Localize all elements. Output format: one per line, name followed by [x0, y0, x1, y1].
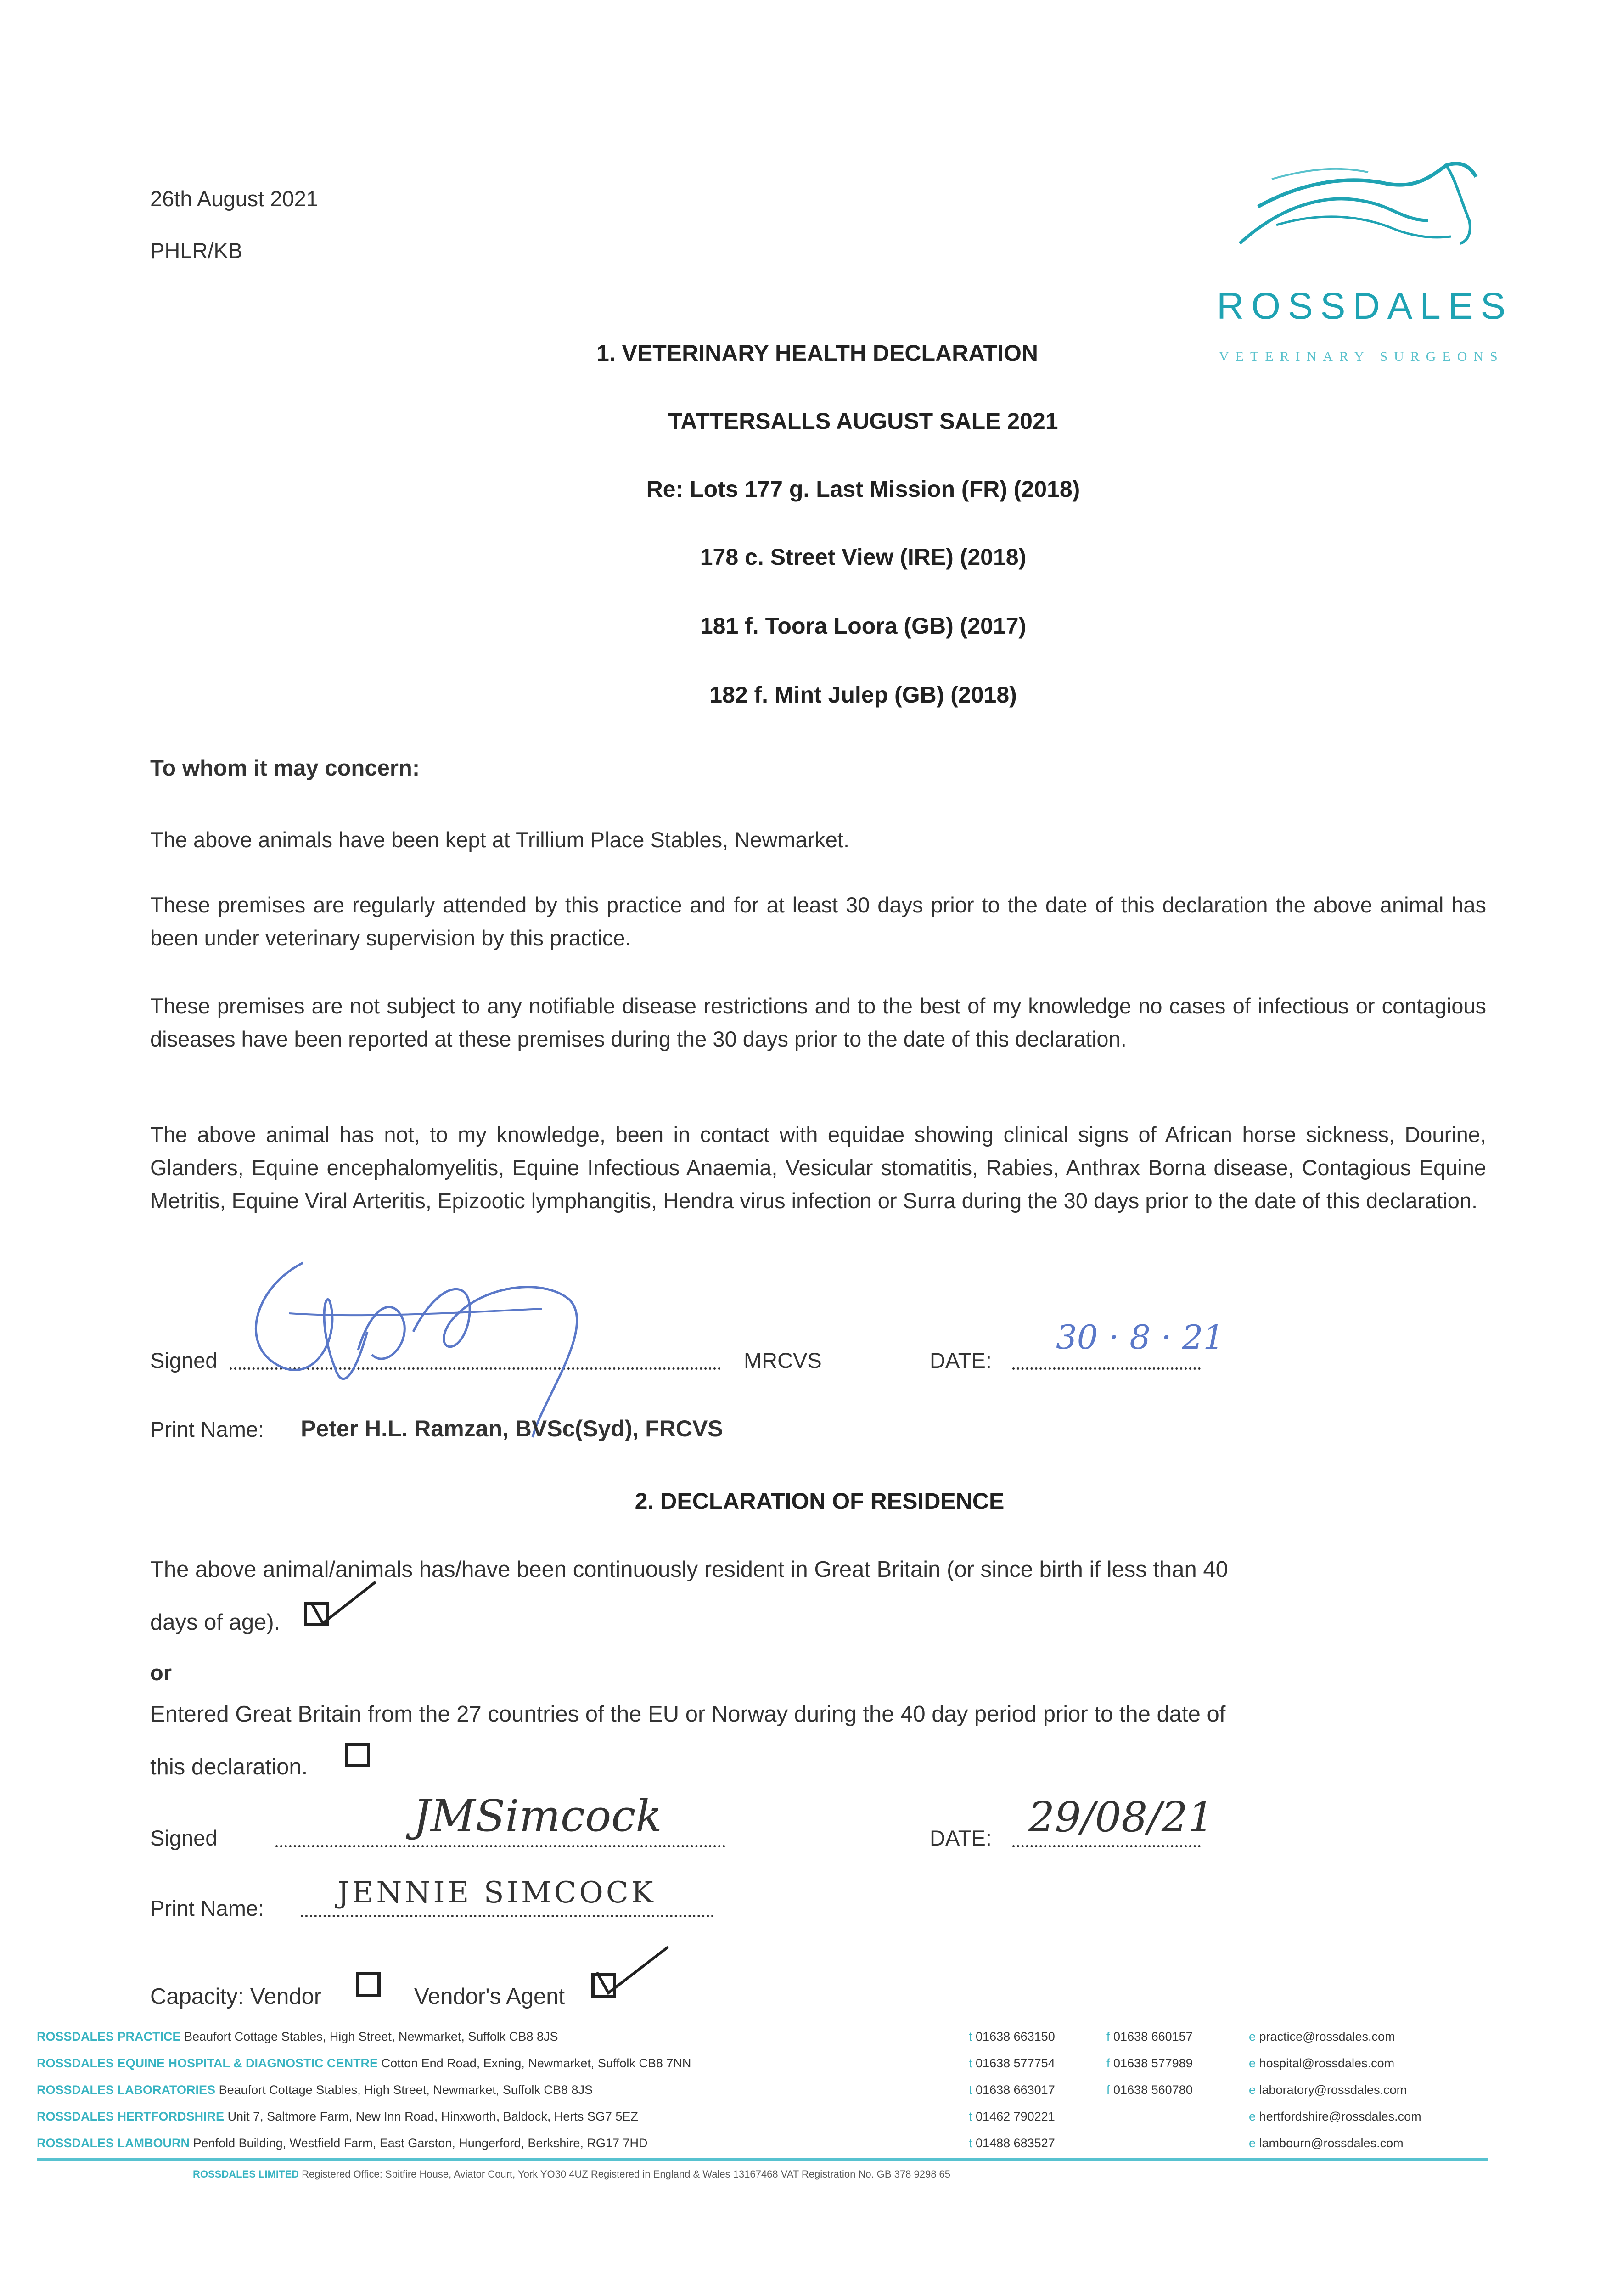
- vendor-agent-label: Vendor's Agent: [414, 1984, 565, 2009]
- footer-fax-1: f 01638 660157: [1106, 2030, 1193, 2043]
- letter-reference: PHLR/KB: [150, 238, 243, 263]
- residence-checkbox-2[interactable]: [345, 1743, 370, 1767]
- lot-line-2: 178 c. Street View (IRE) (2018): [700, 544, 1027, 570]
- footer-phone-1: t 01638 663150: [969, 2030, 1055, 2043]
- capacity-vendor-label: Capacity: Vendor: [150, 1984, 322, 2009]
- date-label-1: DATE:: [930, 1348, 992, 1373]
- section1-title: 1. VETERINARY HEALTH DECLARATION: [596, 340, 1039, 366]
- signature-line-2: [275, 1845, 725, 1847]
- footer-row-1: ROSSDALES PRACTICE Beaufort Cottage Stables, High Street, Newmarket, Suffolk CB8 8JS: [37, 2030, 558, 2043]
- residence-option-2-line-2: this declaration.: [150, 1755, 308, 1779]
- section2-title: 2. DECLARATION OF RESIDENCE: [635, 1488, 1005, 1514]
- vendor-checkbox[interactable]: [356, 1972, 381, 1997]
- footer-phone-4: t 01462 790221: [969, 2110, 1055, 2123]
- paragraph-restrictions: These premises are not subject to any notifiable disease restrictions and to the best of my knowledge no cases of infectious or contagious diseases have been reported at these premises during the 30 days prior to the date of this declaration.: [150, 994, 1486, 1051]
- signature-2: JMSimcock: [413, 1791, 663, 1841]
- paragraph-contact: The above animal has not, to my knowledge, been in contact with equidae showing clinical signs of African horse sickness, Dourine, Glanders, Equine encephalomyelitis, Equine Infectious Anaemia, Vesicular stomatitis, Rabies, Anthrax Borna disease, Contagious Equine Metritis, Equine Viral Arteritis, Epizootic lymphangitis, Hendra virus infection or Surra during the 30 days prior to the date of this declaration.: [150, 1122, 1486, 1213]
- residence-option-1-line-1: The above animal/animals has/have been continuously resident in Great Britain (or since birth if less than 40: [150, 1557, 1228, 1582]
- logo-subtitle: VETERINARY SURGEONS: [1219, 349, 1504, 364]
- signed-label-2: Signed: [150, 1826, 218, 1850]
- horse-emblem-icon: [1230, 152, 1488, 262]
- footer-email-2: e hospital@rossdales.com: [1249, 2056, 1395, 2070]
- signature-1: [220, 1249, 661, 1442]
- print-name-label-2: Print Name:: [150, 1896, 264, 1920]
- footer-fax-3: f 01638 560780: [1106, 2083, 1193, 2097]
- logo-name: ROSSDALES: [1217, 285, 1513, 327]
- registered-office: ROSSDALES LIMITED Registered Office: Spitfire House, Aviator Court, York YO30 4UZ Registered in England & Wales 13167468 VAT Registration No. GB 378 9298 65: [193, 2168, 951, 2180]
- signed-label-1: Signed: [150, 1348, 218, 1373]
- date-line-1: [1012, 1367, 1201, 1370]
- checkmark-icon: [592, 1945, 675, 2000]
- footer-phone-3: t 01638 663017: [969, 2083, 1055, 2097]
- print-name-value-2: JENNIE SIMCOCK: [337, 1876, 656, 1910]
- date-value-1: 30 · 8 · 21: [1056, 1318, 1224, 1356]
- footer-row-4: ROSSDALES HERTFORDSHIRE Unit 7, Saltmore Farm, New Inn Road, Hinxworth, Baldock, Herts SG7 5EZ: [37, 2110, 638, 2123]
- footer-row-2: ROSSDALES EQUINE HOSPITAL & DIAGNOSTIC CENTRE Cotton End Road, Exning, Newmarket, Suffolk CB8 7NN: [37, 2056, 691, 2070]
- residence-option-1-line-2: days of age).: [150, 1610, 281, 1635]
- letter-date: 26th August 2021: [150, 186, 318, 211]
- mrcvs-label: MRCVS: [744, 1348, 822, 1373]
- date-line-2: [1012, 1845, 1201, 1847]
- print-name-value-1: Peter H.L. Ramzan, BVSc(Syd), FRCVS: [301, 1416, 723, 1441]
- footer-email-1: e practice@rossdales.com: [1249, 2030, 1395, 2043]
- lot-line-4: 182 f. Mint Julep (GB) (2018): [709, 682, 1017, 708]
- paragraph-kept: The above animals have been kept at Trillium Place Stables, Newmarket.: [150, 827, 850, 852]
- print-name-label-1: Print Name:: [150, 1417, 264, 1441]
- footer-email-4: e hertfordshire@rossdales.com: [1249, 2110, 1421, 2123]
- footer-divider: [37, 2158, 1488, 2161]
- date-label-2: DATE:: [930, 1826, 992, 1850]
- salutation: To whom it may concern:: [150, 756, 420, 781]
- footer-row-5: ROSSDALES LAMBOURN Penfold Building, Westfield Farm, East Garston, Hungerford, Berkshire, RG17 7HD: [37, 2136, 648, 2150]
- footer-email-3: e laboratory@rossdales.com: [1249, 2083, 1407, 2097]
- checkmark-icon: [307, 1580, 380, 1630]
- footer-phone-5: t 01488 683527: [969, 2136, 1055, 2150]
- residence-option-2-line-1: Entered Great Britain from the 27 countries of the EU or Norway during the 40 day period prior to the date of: [150, 1702, 1226, 1727]
- footer-fax-2: f 01638 577989: [1106, 2056, 1193, 2070]
- or-label: or: [150, 1660, 172, 1685]
- lot-line-3: 181 f. Toora Loora (GB) (2017): [700, 613, 1027, 639]
- logo: [1212, 152, 1513, 327]
- footer-row-3: ROSSDALES LABORATORIES Beaufort Cottage Stables, High Street, Newmarket, Suffolk CB8 8JS: [37, 2083, 593, 2097]
- lot-line-1: Re: Lots 177 g. Last Mission (FR) (2018): [646, 476, 1080, 502]
- print-name-line-2: [301, 1915, 714, 1917]
- paragraph-supervision: These premises are regularly attended by this practice and for at least 30 days prior to the date of this declaration the above animal has been under veterinary supervision by this practice.: [150, 893, 1486, 950]
- sale-title: TATTERSALLS AUGUST SALE 2021: [668, 408, 1058, 434]
- footer-email-5: e lambourn@rossdales.com: [1249, 2136, 1404, 2150]
- footer-phone-2: t 01638 577754: [969, 2056, 1055, 2070]
- date-value-2: 29/08/21: [1028, 1793, 1214, 1841]
